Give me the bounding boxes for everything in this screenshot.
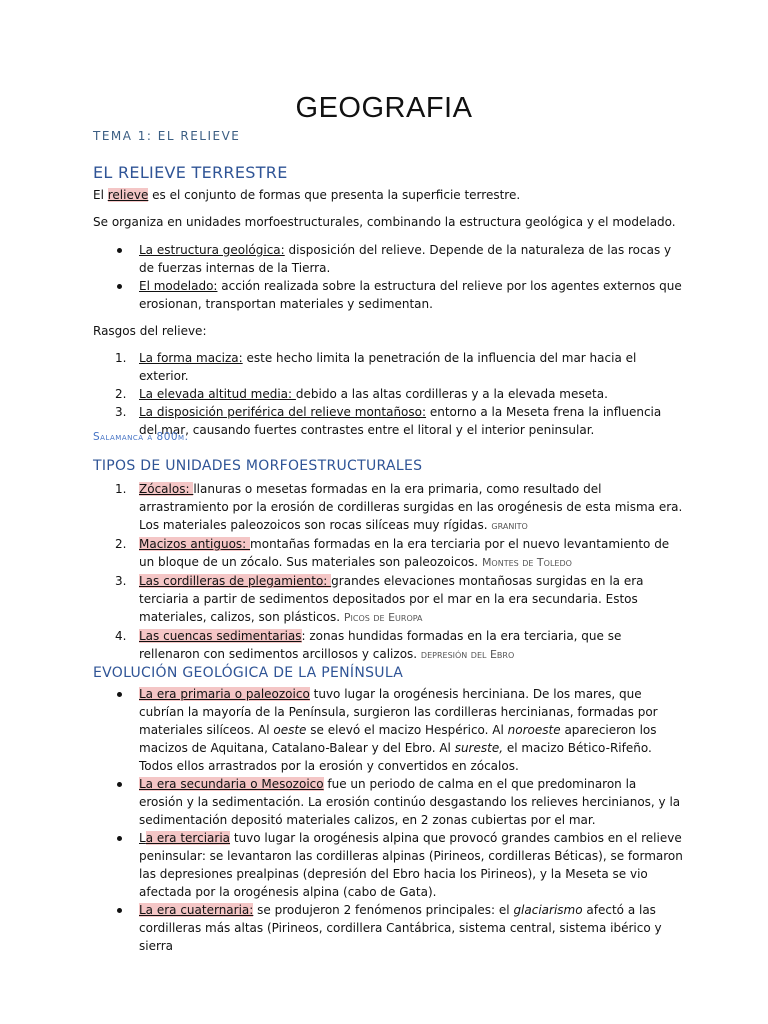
text-italic: noroeste: [507, 723, 561, 737]
list-number: 3.: [115, 405, 127, 419]
text-italic: glaciarismo: [513, 903, 583, 917]
bullet-icon: [117, 248, 122, 253]
text: entorno a la Meseta frena la influencia del mar, causando fuertes contrastes entre el litoral y el interior peninsular.: [139, 405, 662, 437]
text: montañas formadas en la era terciaria por el nuevo levantamiento de un bloque de un zócalo. Sus materiales son paleozoicos.: [139, 537, 670, 569]
text: se produjeron 2 fenómenos principales: el: [253, 903, 514, 917]
list-item: [93, 349, 683, 385]
example: Picos de Europa: [343, 611, 423, 624]
term: La forma maciza:: [139, 351, 243, 365]
text: tuvo lugar la orogénesis herciniana. De los mares, que cubrían la mayoría de la Península, surgieron las cordilleras hercinianas, formadas por materiales silíceos. Al: [139, 687, 658, 737]
list-item: [93, 627, 683, 664]
highlight-term: Zócalos:: [139, 482, 194, 496]
bullet-list-structure: [93, 241, 683, 313]
term: La elevada altitud media:: [139, 387, 296, 401]
highlight-term: relieve: [107, 188, 149, 202]
list-number: 2.: [115, 537, 127, 551]
term: El modelado:: [139, 279, 218, 293]
text: debido a las altas cordilleras y a la elevada meseta.: [295, 387, 608, 401]
example: Montes de Toledo: [481, 556, 572, 569]
list-item: [93, 241, 683, 277]
highlight-term: a era terciaria: [145, 831, 231, 845]
list-item: [93, 385, 683, 403]
list-item: [93, 775, 683, 829]
text: : zonas hundidas formadas en la era terciaria, que se rellenaron con sedimentos arcillosos y calizos.: [139, 629, 622, 661]
paragraph-rasgos: Rasgos del relieve:: [93, 324, 207, 338]
text: el macizo Bético-Rifeño. Todos ellos arrastrados por la erosión y convertidos en zócalos.: [139, 741, 652, 773]
text-italic: sureste,: [454, 741, 504, 755]
list-item: [93, 901, 683, 955]
section-heading-unidades: TIPOS DE UNIDADES MORFOESTRUCTURALES: [93, 458, 423, 474]
section-heading-relieve: EL RELIEVE TERRESTRE: [93, 163, 288, 182]
numbered-list-rasgos: [93, 349, 683, 439]
page-title: GEOGRAFIA: [295, 92, 473, 124]
note-salamanca: Salamanca a 800m.: [93, 431, 189, 443]
numbered-list-unidades: [93, 480, 683, 664]
text: este hecho limita la penetración de la influencia del mar hacia el exterior.: [139, 351, 637, 383]
list-number: 1.: [115, 482, 127, 496]
highlight-term: La era cuaternaria:: [139, 903, 254, 917]
bullet-icon: [117, 782, 122, 787]
list-number: 3.: [115, 574, 127, 588]
list-item: [93, 685, 683, 775]
list-number: 2.: [115, 387, 127, 401]
highlight-term: La era primaria o paleozoico: [139, 687, 310, 701]
text: es el conjunto de formas que presenta la superficie terrestre.: [148, 188, 521, 202]
highlight-term: Las cuencas sedimentarias: [139, 629, 302, 643]
text: se elevó el macizo Hespérico. Al: [306, 723, 508, 737]
text: tuvo lugar la orogénesis alpina que provocó grandes cambios en el relieve peninsular: se levantaron las cordilleras alpinas (Pirineos, cordilleras Béticas), se formaron las depresiones prealpinas (depresión del Ebro hacia los Pirineos), y la Meseta se vio afectada por la orogénesis alpina (cabo de Gata).: [139, 831, 683, 899]
example: granito: [491, 519, 528, 532]
highlight-term: Macizos antiguos:: [139, 537, 251, 551]
term: La disposición periférica del relieve montañoso:: [139, 405, 427, 419]
list-item: [93, 277, 683, 313]
term: La estructura geológica:: [139, 243, 285, 257]
bullet-icon: [117, 692, 122, 697]
section-heading-evolucion: EVOLUCIÓN GEOLÓGICA DE LA PENÍNSULA: [93, 665, 404, 681]
text: llanuras o mesetas formadas en la era primaria, como resultado del arrastramiento por la erosión de cordilleras surgidas en las orogénesis de esta misma era. Los materiales paleozoicos son rocas silíceas muy rígidas.: [139, 482, 683, 532]
list-number: 4.: [115, 629, 127, 643]
bullet-icon: [117, 284, 122, 289]
text-italic: oeste: [273, 723, 307, 737]
topic-subtitle: TEMA 1: EL RELIEVE: [93, 129, 241, 143]
highlight-term: Las cordilleras de plegamiento:: [139, 574, 332, 588]
bullet-icon: [117, 836, 122, 841]
highlight-term: La era secundaria o Mesozoico: [139, 777, 324, 791]
paragraph-organiza: Se organiza en unidades morfoestructurales, combinando la estructura geológica y el modelado.: [93, 215, 676, 229]
list-number: 1.: [115, 351, 127, 365]
text: El: [93, 188, 108, 202]
text: afectó a las cordilleras más altas (Pirineos, cordillera Cantábrica, sistema central, sistema ibérico y sierra: [139, 903, 662, 953]
text: fue un periodo de calma en el que predominaron la erosión y la sedimentación. La erosión continúo desgastando los relieves hercinianos, y la sedimentación depositó materiales calizos, en 2 zonas cubiertas por el mar.: [139, 777, 681, 827]
text: disposición del relieve. Depende de la naturaleza de las rocas y de fuerzas internas de la Tierra.: [139, 243, 672, 275]
example: depresión del Ebro: [420, 648, 515, 661]
bullet-list-evolucion: [93, 685, 683, 955]
text-prefix: L: [139, 831, 146, 845]
paragraph-definition: [93, 186, 693, 204]
text: grandes elevaciones montañosas surgidas en la era terciaria a partir de sedimentos depositados por el mar en la era secundaria. Estos materiales, calizos, son plásticos.: [139, 574, 644, 624]
list-item: [93, 829, 683, 901]
text: acción realizada sobre la estructura del relieve por los agentes externos que erosionan, transportan materiales y sedimentan.: [139, 279, 682, 311]
list-item: [93, 535, 683, 572]
list-item: [93, 572, 683, 627]
list-item: [93, 480, 683, 535]
text: aparecieron los macizos de Aquitana, Catalano-Balear y del Ebro. Al: [139, 723, 657, 755]
bullet-icon: [117, 908, 122, 913]
